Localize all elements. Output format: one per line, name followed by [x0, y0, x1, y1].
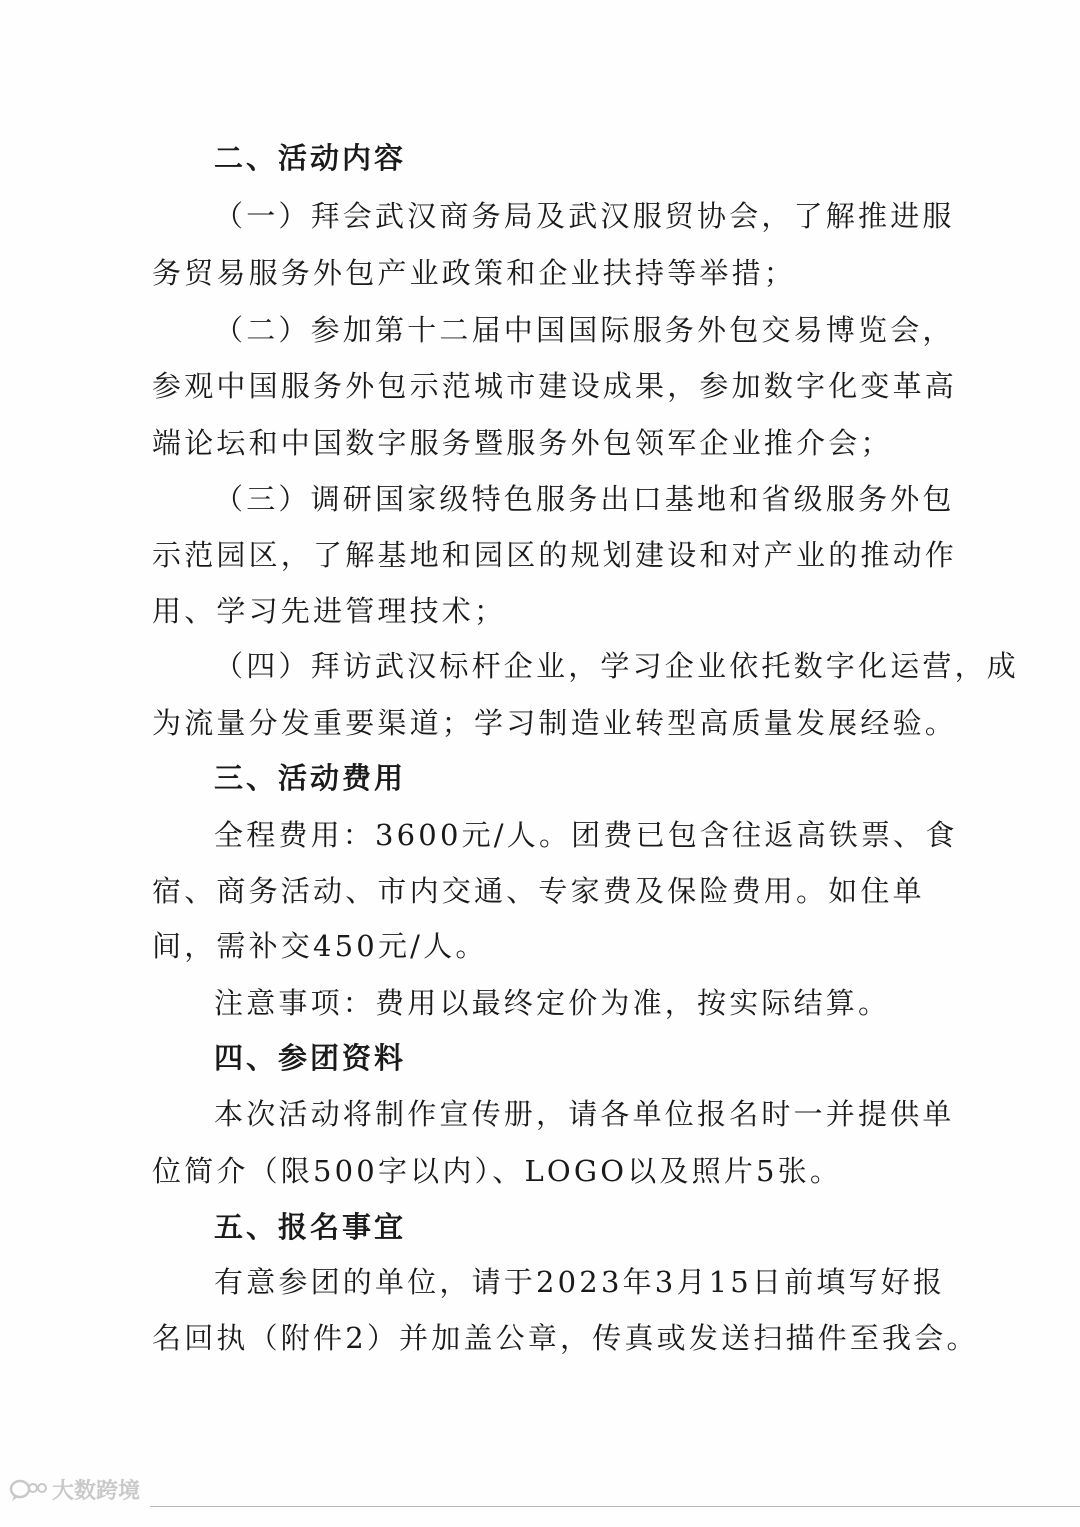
section-heading-materials: 四、参团资料 — [214, 1041, 407, 1075]
paragraph-line: （一）拜会武汉商务局及武汉服贸协会，了解推进服 — [214, 199, 955, 233]
paragraph-line: 位简介（限500字以内）、LOGO以及照片5张。 — [152, 1154, 843, 1188]
footer-rule — [150, 1506, 1080, 1507]
paragraph-line: 端论坛和中国数字服务暨服务外包领军企业推介会； — [152, 426, 893, 460]
chat-bubble-icon — [8, 1477, 48, 1503]
section-heading-registration: 五、报名事宜 — [214, 1210, 407, 1244]
paragraph-line: （三）调研国家级特色服务出口基地和省级服务外包 — [214, 482, 955, 516]
paragraph-line: 注意事项：费用以最终定价为准，按实际结算。 — [214, 986, 891, 1020]
paragraph-line: 务贸易服务外包产业政策和企业扶持等举措； — [152, 256, 797, 290]
paragraph-line: 为流量分发重要渠道；学习制造业转型高质量发展经验。 — [152, 706, 958, 740]
paragraph-line: 有意参团的单位，请于2023年3月15日前填写好报 — [214, 1265, 946, 1299]
paragraph-line: （二）参加第十二届中国国际服务外包交易博览会， — [214, 313, 955, 347]
paragraph-line: 间，需补交450元/人。 — [152, 929, 488, 963]
paragraph-line: （四）拜访武汉标杆企业，学习企业依托数字化运营，成 — [214, 649, 1020, 683]
watermark-text: 大数跨境 — [52, 1479, 141, 1504]
paragraph-line: 用、学习先进管理技术； — [152, 594, 507, 628]
paragraph-line: 名回执（附件2）并加盖公章，传真或发送扫描件至我会。 — [152, 1321, 979, 1355]
paragraph-line: 宿、商务活动、市内交通、专家费及保险费用。如住单 — [152, 874, 925, 908]
paragraph-line: 示范园区，了解基地和园区的规划建设和对产业的推动作 — [152, 538, 958, 572]
watermark — [8, 1474, 140, 1505]
section-heading-fees: 三、活动费用 — [214, 761, 407, 795]
section-heading-activities: 二、活动内容 — [214, 141, 407, 175]
paragraph-line: 本次活动将制作宣传册，请各单位报名时一并提供单 — [214, 1097, 955, 1131]
paragraph-line: 参观中国服务外包示范城市建设成果，参加数字化变革高 — [152, 369, 958, 403]
paragraph-line: 全程费用：3600元/人。团费已包含往返高铁票、食 — [214, 818, 958, 852]
